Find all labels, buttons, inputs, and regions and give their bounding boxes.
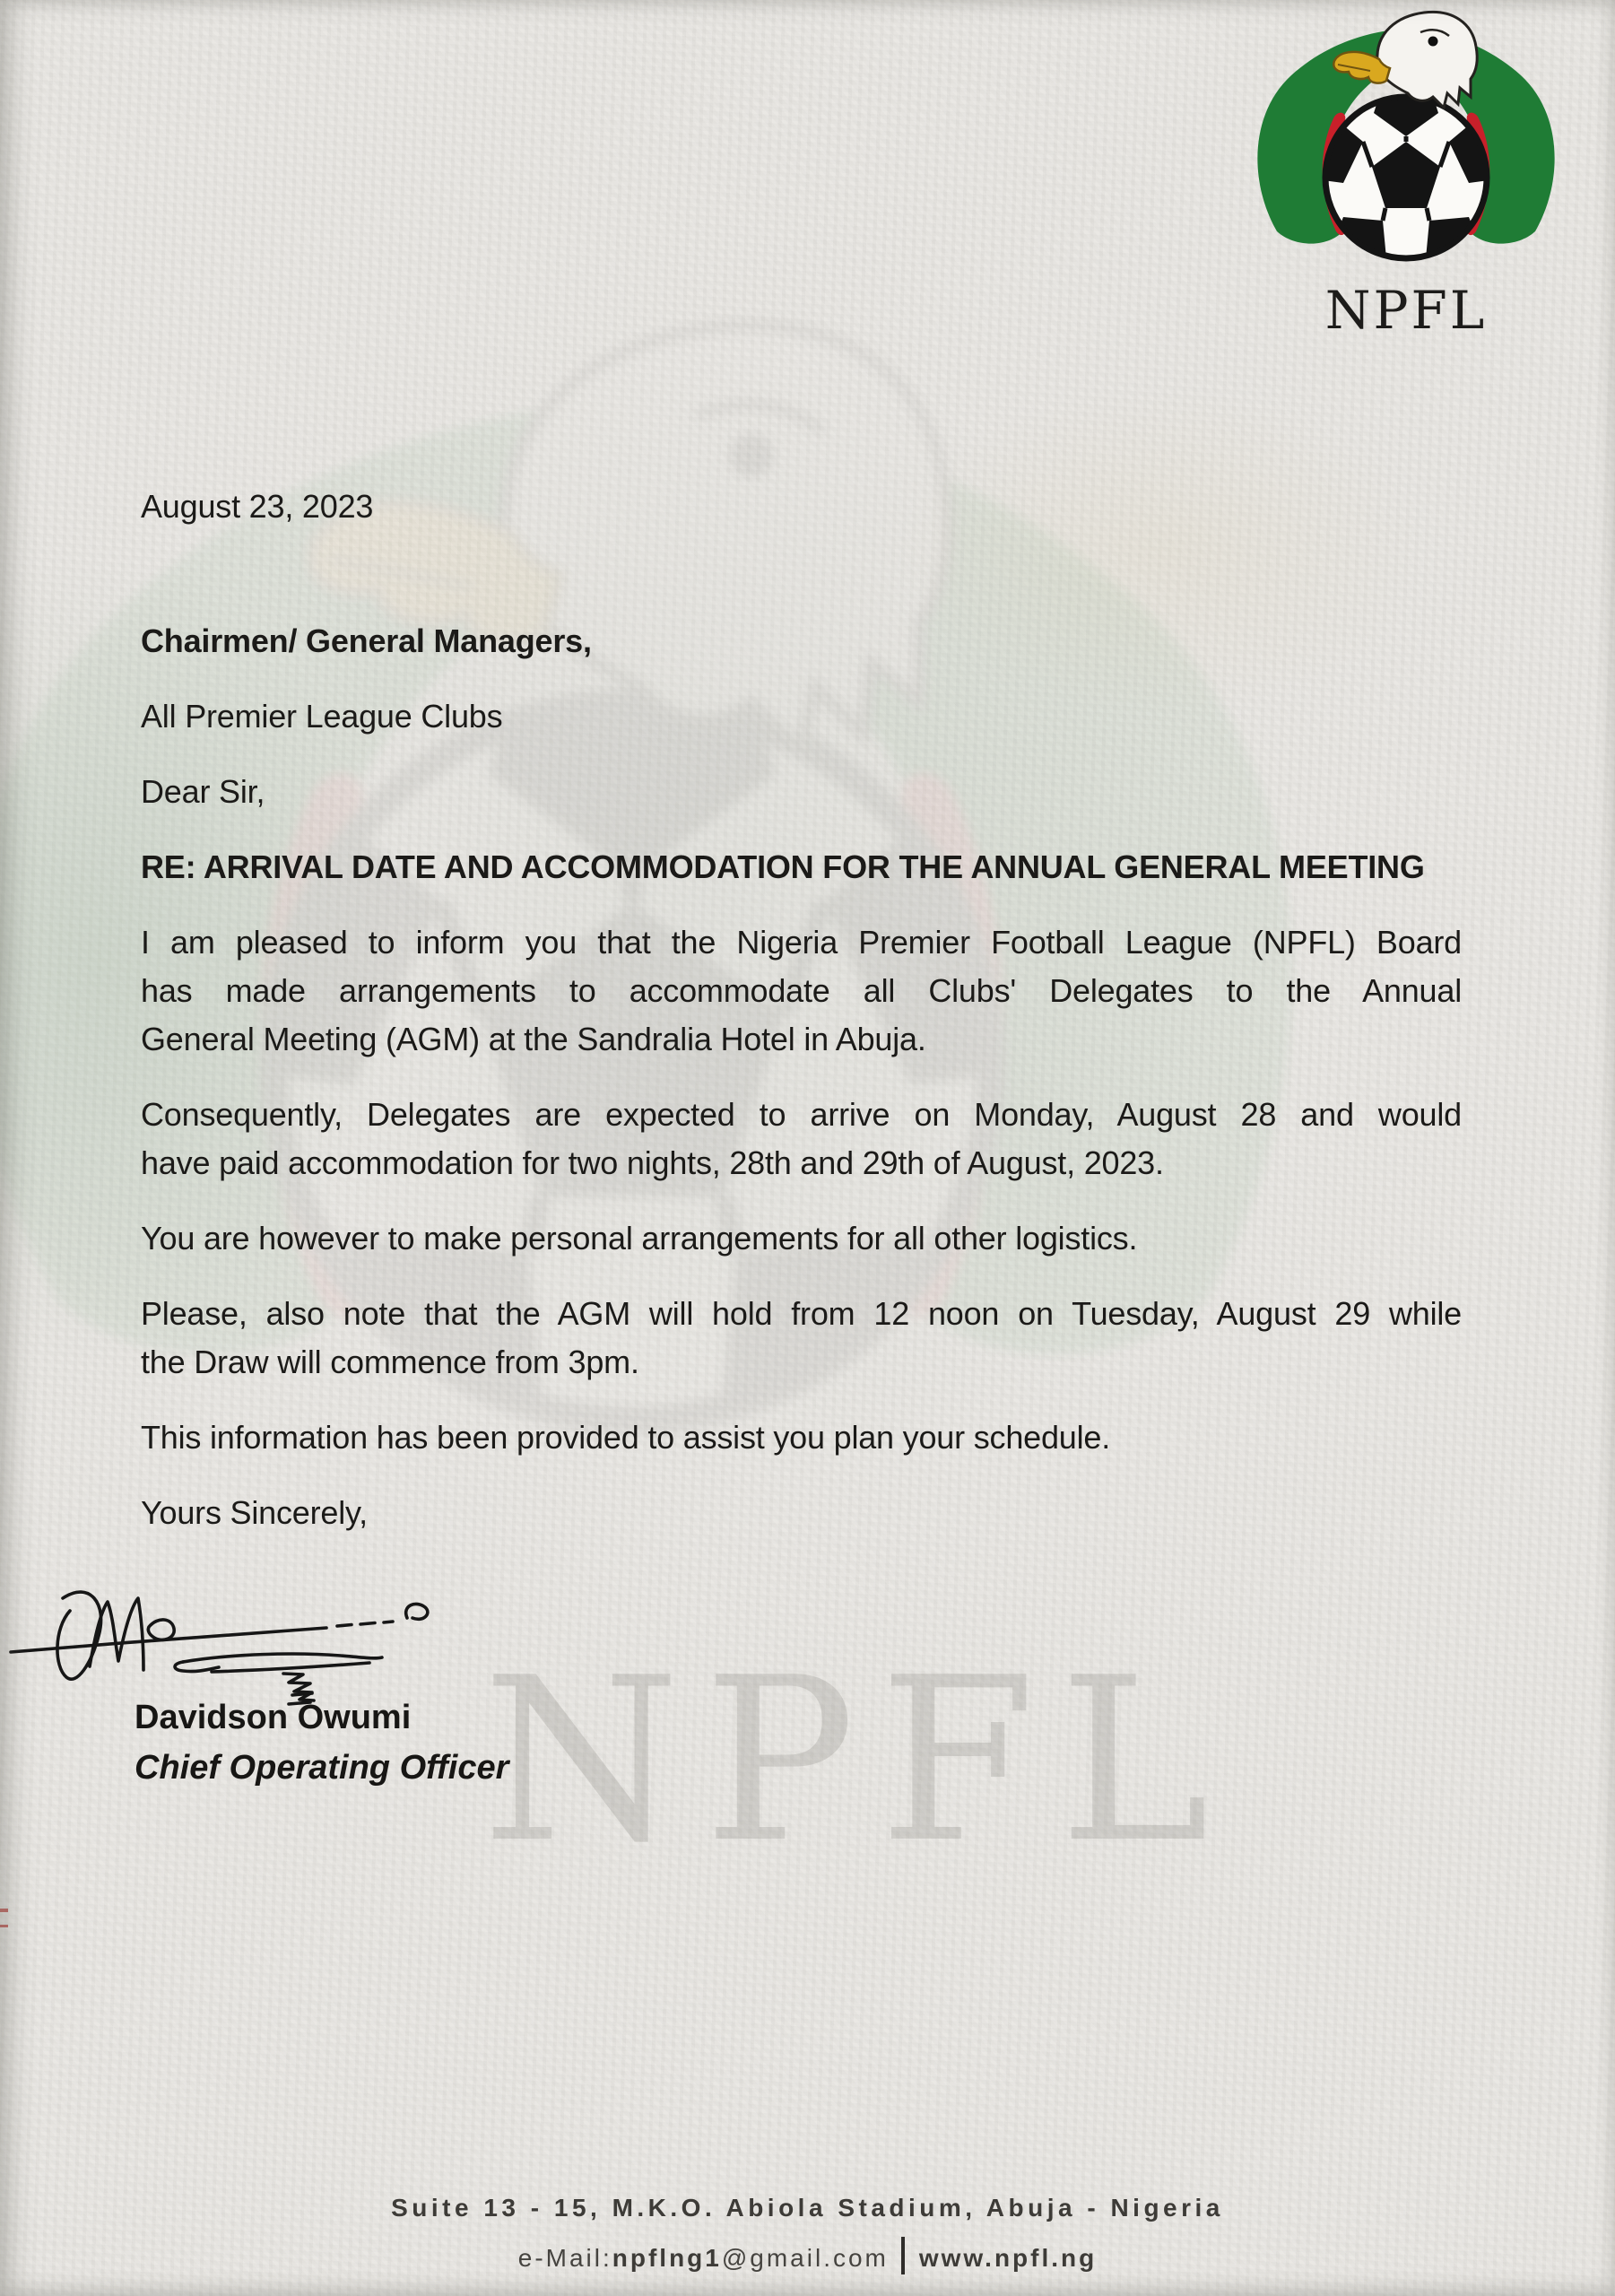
paragraph — [141, 1091, 1462, 1187]
paragraph — [141, 1214, 1462, 1263]
website: www.npfl.ng — [918, 2244, 1098, 2272]
npfl-text-watermark: NPFL — [482, 1630, 1233, 1892]
salutation: Dear Sir, — [141, 773, 265, 810]
paragraph-line: have paid accommodation for two nights, 28th and 29th of August, 2023. — [141, 1144, 1164, 1181]
paragraph — [141, 918, 1462, 1064]
npfl-logo — [1245, 5, 1567, 348]
logo-acronym: NPFL — [1324, 280, 1488, 341]
scan-artifact — [0, 1925, 8, 1927]
footer-contacts — [0, 2229, 1615, 2273]
signature — [7, 1577, 456, 1718]
paragraph — [141, 1290, 1462, 1387]
letter-date: August 23, 2023 — [141, 488, 374, 525]
footer-address: Suite 13 - 15, M.K.O. Abiola Stadium, Abuja - Nigeria — [391, 2194, 1224, 2222]
signatory-title: Chief Operating Officer — [135, 1749, 509, 1787]
email-label: e-Mail: — [517, 2244, 612, 2272]
paragraph-line: You are however to make personal arrangements for all other logistics. — [141, 1220, 1138, 1257]
signature-icon — [7, 1577, 456, 1718]
scan-artifact — [0, 1909, 8, 1912]
paragraph-line: has made arrangements to accommodate all Clubs' Delegates to the Annual — [141, 972, 1462, 1009]
paragraph — [141, 1413, 1462, 1462]
paragraph-line: Consequently, Delegates are expected to arrive on Monday, August 28 and would — [141, 1096, 1462, 1133]
letter-content — [141, 483, 1462, 1537]
paragraph-line: General Meeting (AGM) at the Sandralia Hotel in Abuja. — [141, 1021, 926, 1057]
letter-body — [141, 918, 1462, 1462]
paragraph-line: the Draw will commence from 3pm. — [141, 1344, 639, 1380]
signatory-name: Davidson Owumi — [135, 1699, 412, 1736]
email-user: npflng1 — [612, 2244, 722, 2272]
email-domain: @gmail.com — [721, 2244, 889, 2272]
recipient-line: Chairmen/ General Managers, — [141, 622, 592, 659]
paragraph-line: Please, also note that the AGM will hold from 12 noon on Tuesday, August 29 while — [141, 1295, 1462, 1332]
footer-divider — [901, 2237, 905, 2274]
closing: Yours Sincerely, — [141, 1494, 368, 1531]
paragraph-line: This information has been provided to assist you plan your schedule. — [141, 1419, 1111, 1456]
paragraph-line: I am pleased to inform you that the Nigeria Premier Football League (NPFL) Board — [141, 924, 1462, 961]
npfl-crest-icon — [1245, 5, 1567, 306]
footer — [0, 2194, 1615, 2273]
subject-line: RE: ARRIVAL DATE AND ACCOMMODATION FOR THE ANNUAL GENERAL MEETING — [141, 848, 1425, 885]
recipient-line: All Premier League Clubs — [141, 698, 503, 735]
